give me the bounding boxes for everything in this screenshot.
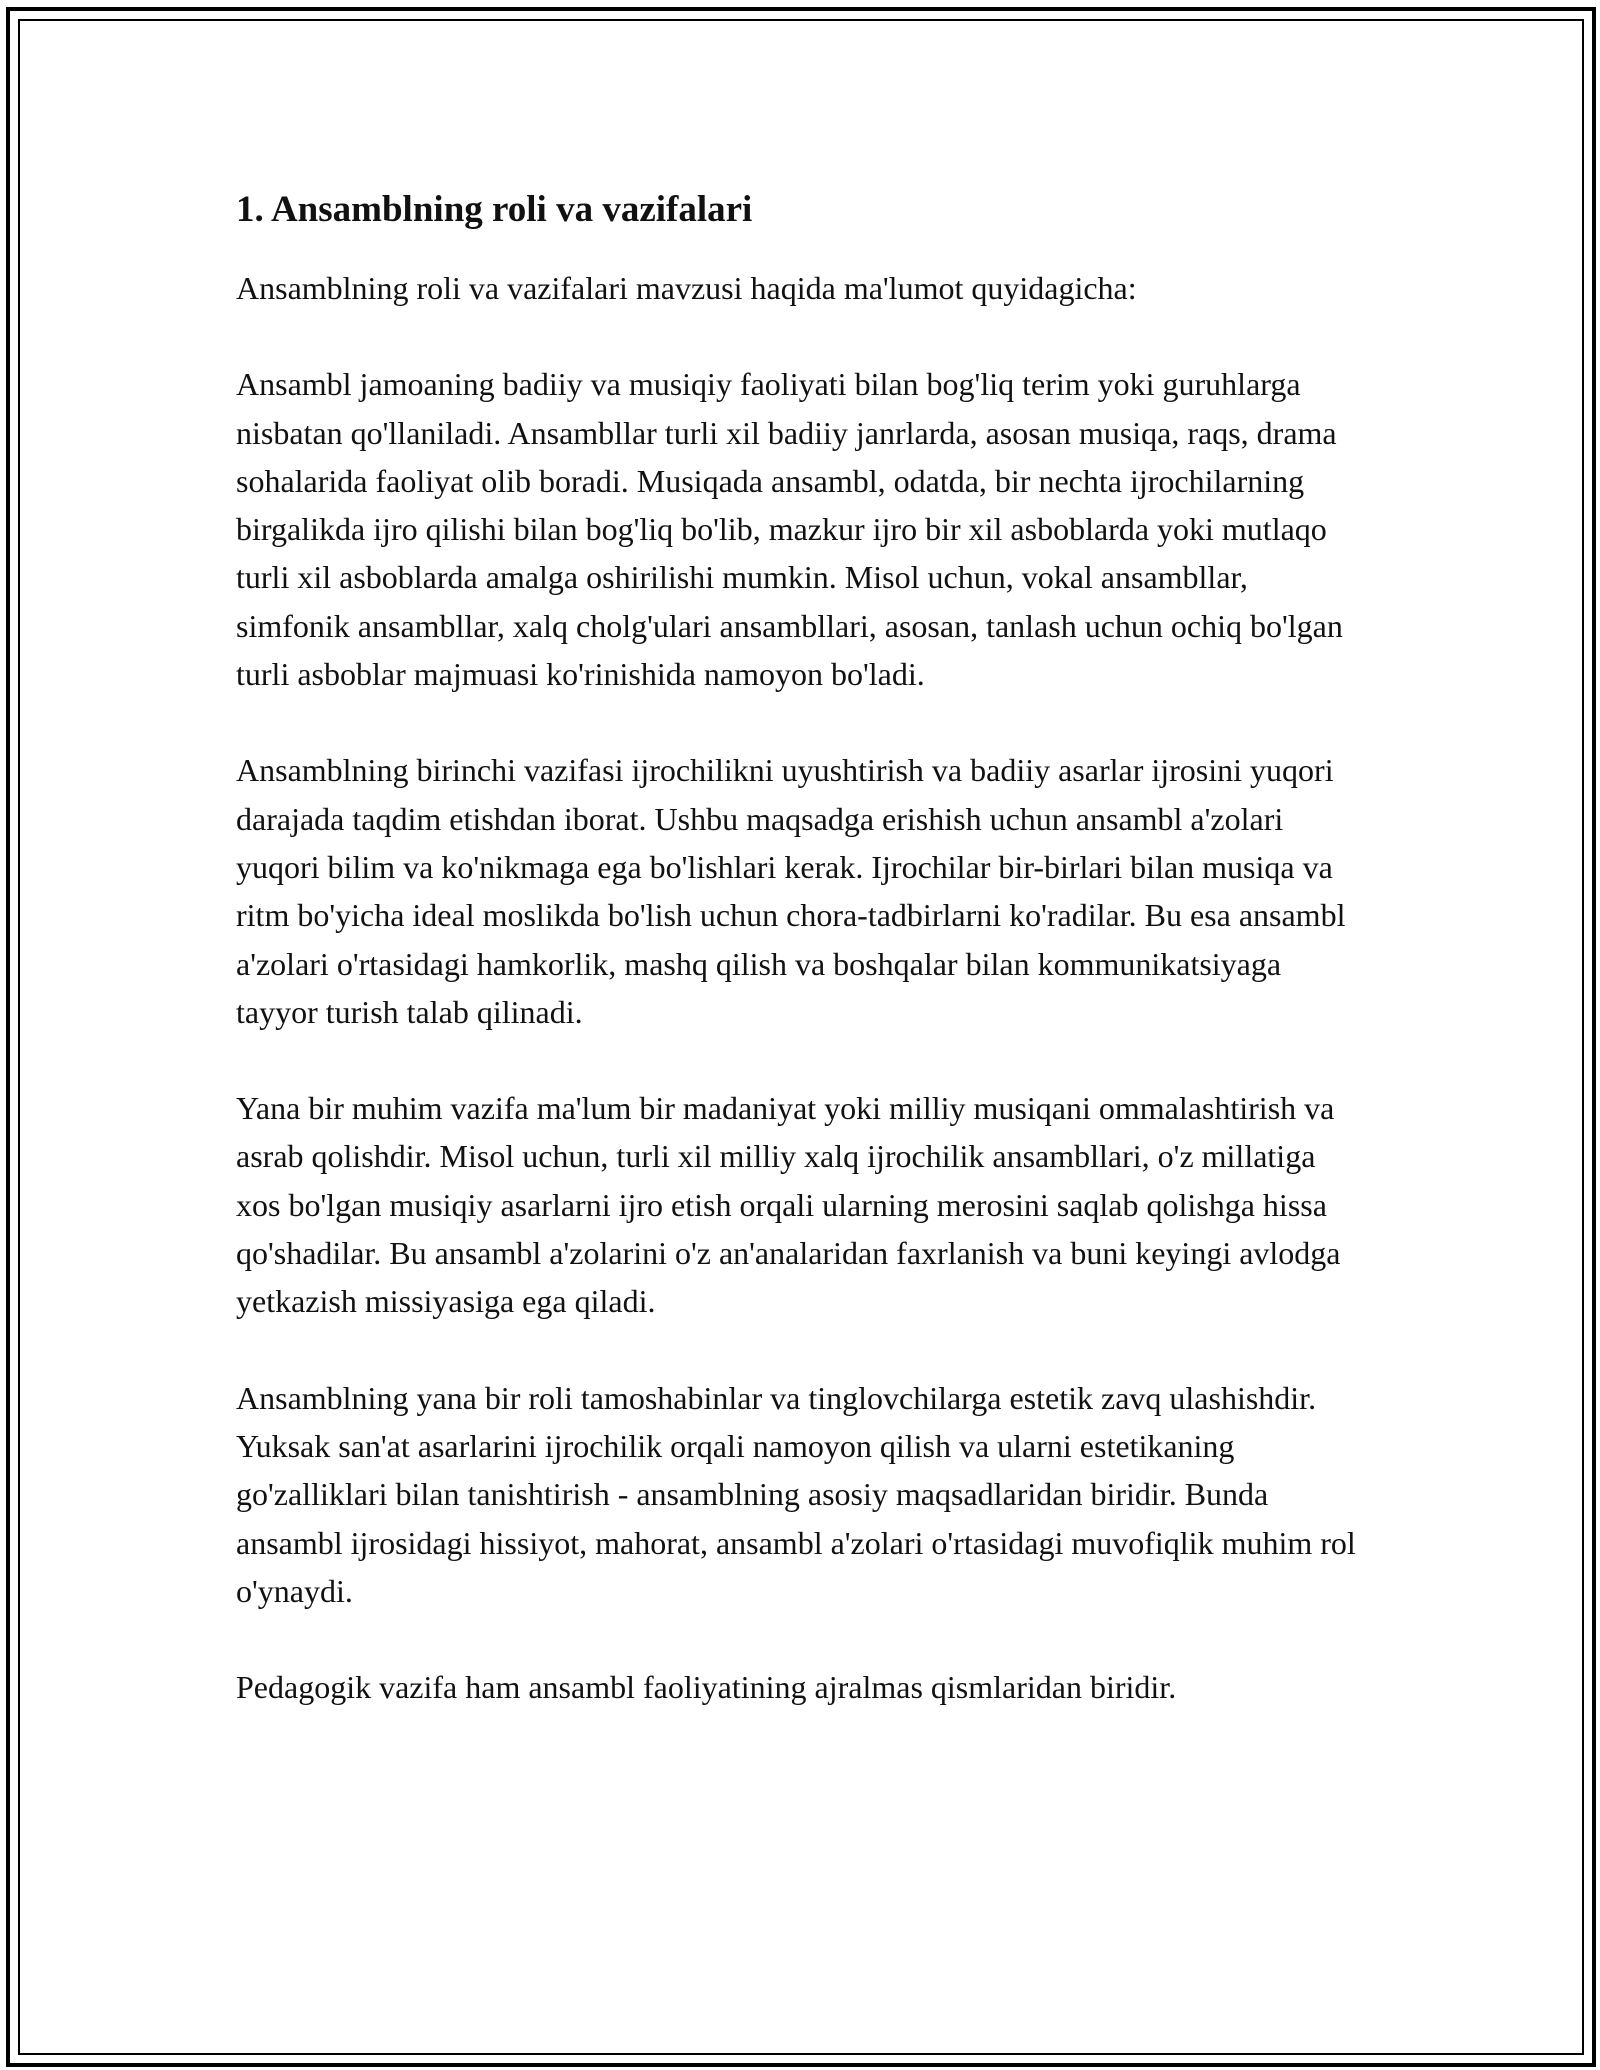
paragraph-national-music: Yana bir muhim vazifa ma'lum bir madaniyat yoki milliy musiqani ommalashtirish va asrab qolishdir. Misol uchun, turli xil milliy xalq ijrochilik ansambllari, o'z millatiga xos bo'lgan musiqiy asarlarni ijro etish orqali ularning merosini saqlab qolishga hissa qo'shadilar. Bu ansambl a'zolarini o'z an'analaridan faxrlanish va buni keyingi avlodga yetkazish missiyasiga ega qiladi. [236, 1090, 1341, 1320]
document-body [236, 186, 1366, 1759]
paragraph-first-task: Ansamblning birinchi vazifasi ijrochilikni uyushtirish va badiiy asarlar ijrosini yuqori darajada taqdim etishdan iborat. Ushbu maqsadga erishish uchun ansambl a'zolari yuqori bilim va ko'nikmaga ega bo'lishlari kerak. Ijrochilar bir-birlari bilan musiqa va ritm bo'yicha ideal moslikda bo'lish uchun chora-tadbirlarni ko'radilar. Bu esa ansambl a'zolari o'rtasidagi hamkorlik, mashq qilish va boshqalar bilan kommunikatsiyaga tayyor turish talab qilinadi. [236, 752, 1346, 1030]
paragraph-aesthetic-role: Ansamblning yana bir roli tamoshabinlar va tinglovchilarga estetik zavq ulashishdir. Yuksak san'at asarlarini ijrochilik orqali namoyon qilish va ularni estetikaning go'zalliklari bilan tanishtirish - ansamblning asosiy maqsadlaridan biridir. Bunda ansambl ijrosidagi hissiyot, mahorat, ansambl a'zolari o'rtasidagi muvofiqlik muhim rol o'ynaydi. [236, 1379, 1356, 1609]
paragraph-definition: Ansambl jamoaning badiiy va musiqiy faoliyati bilan bog'liq terim yoki guruhlarga nisbatan qo'llaniladi. Ansambllar turli xil badiiy janrlarda, asosan musiqa, raqs, drama sohalarida faoliyat olib boradi. Musiqada ansambl, odatda, bir nechta ijrochilarning birgalikda ijro qilishi bilan bog'liq bo'lib, mazkur ijro bir xil asboblarda yoki mutlaqo turli xil asboblarda amalga oshirilishi mumkin. Misol uchun, vokal ansambllar, simfonik ansambllar, xalq cholg'ulari ansambllari, asosan, tanlash uchun ochiq bo'lgan turli asboblar majmuasi ko'rinishida namoyon bo'ladi. [236, 366, 1343, 693]
section-heading: 1. Ansamblning roli va vazifalari [236, 189, 753, 230]
intro-paragraph: Ansamblning roli va vazifalari mavzusi haqida ma'lumot quyidagicha: [236, 270, 1137, 306]
paragraph-pedagogical: Pedagogik vazifa ham ansambl faoliyatining ajralmas qismlaridan biridir. [236, 1669, 1177, 1706]
